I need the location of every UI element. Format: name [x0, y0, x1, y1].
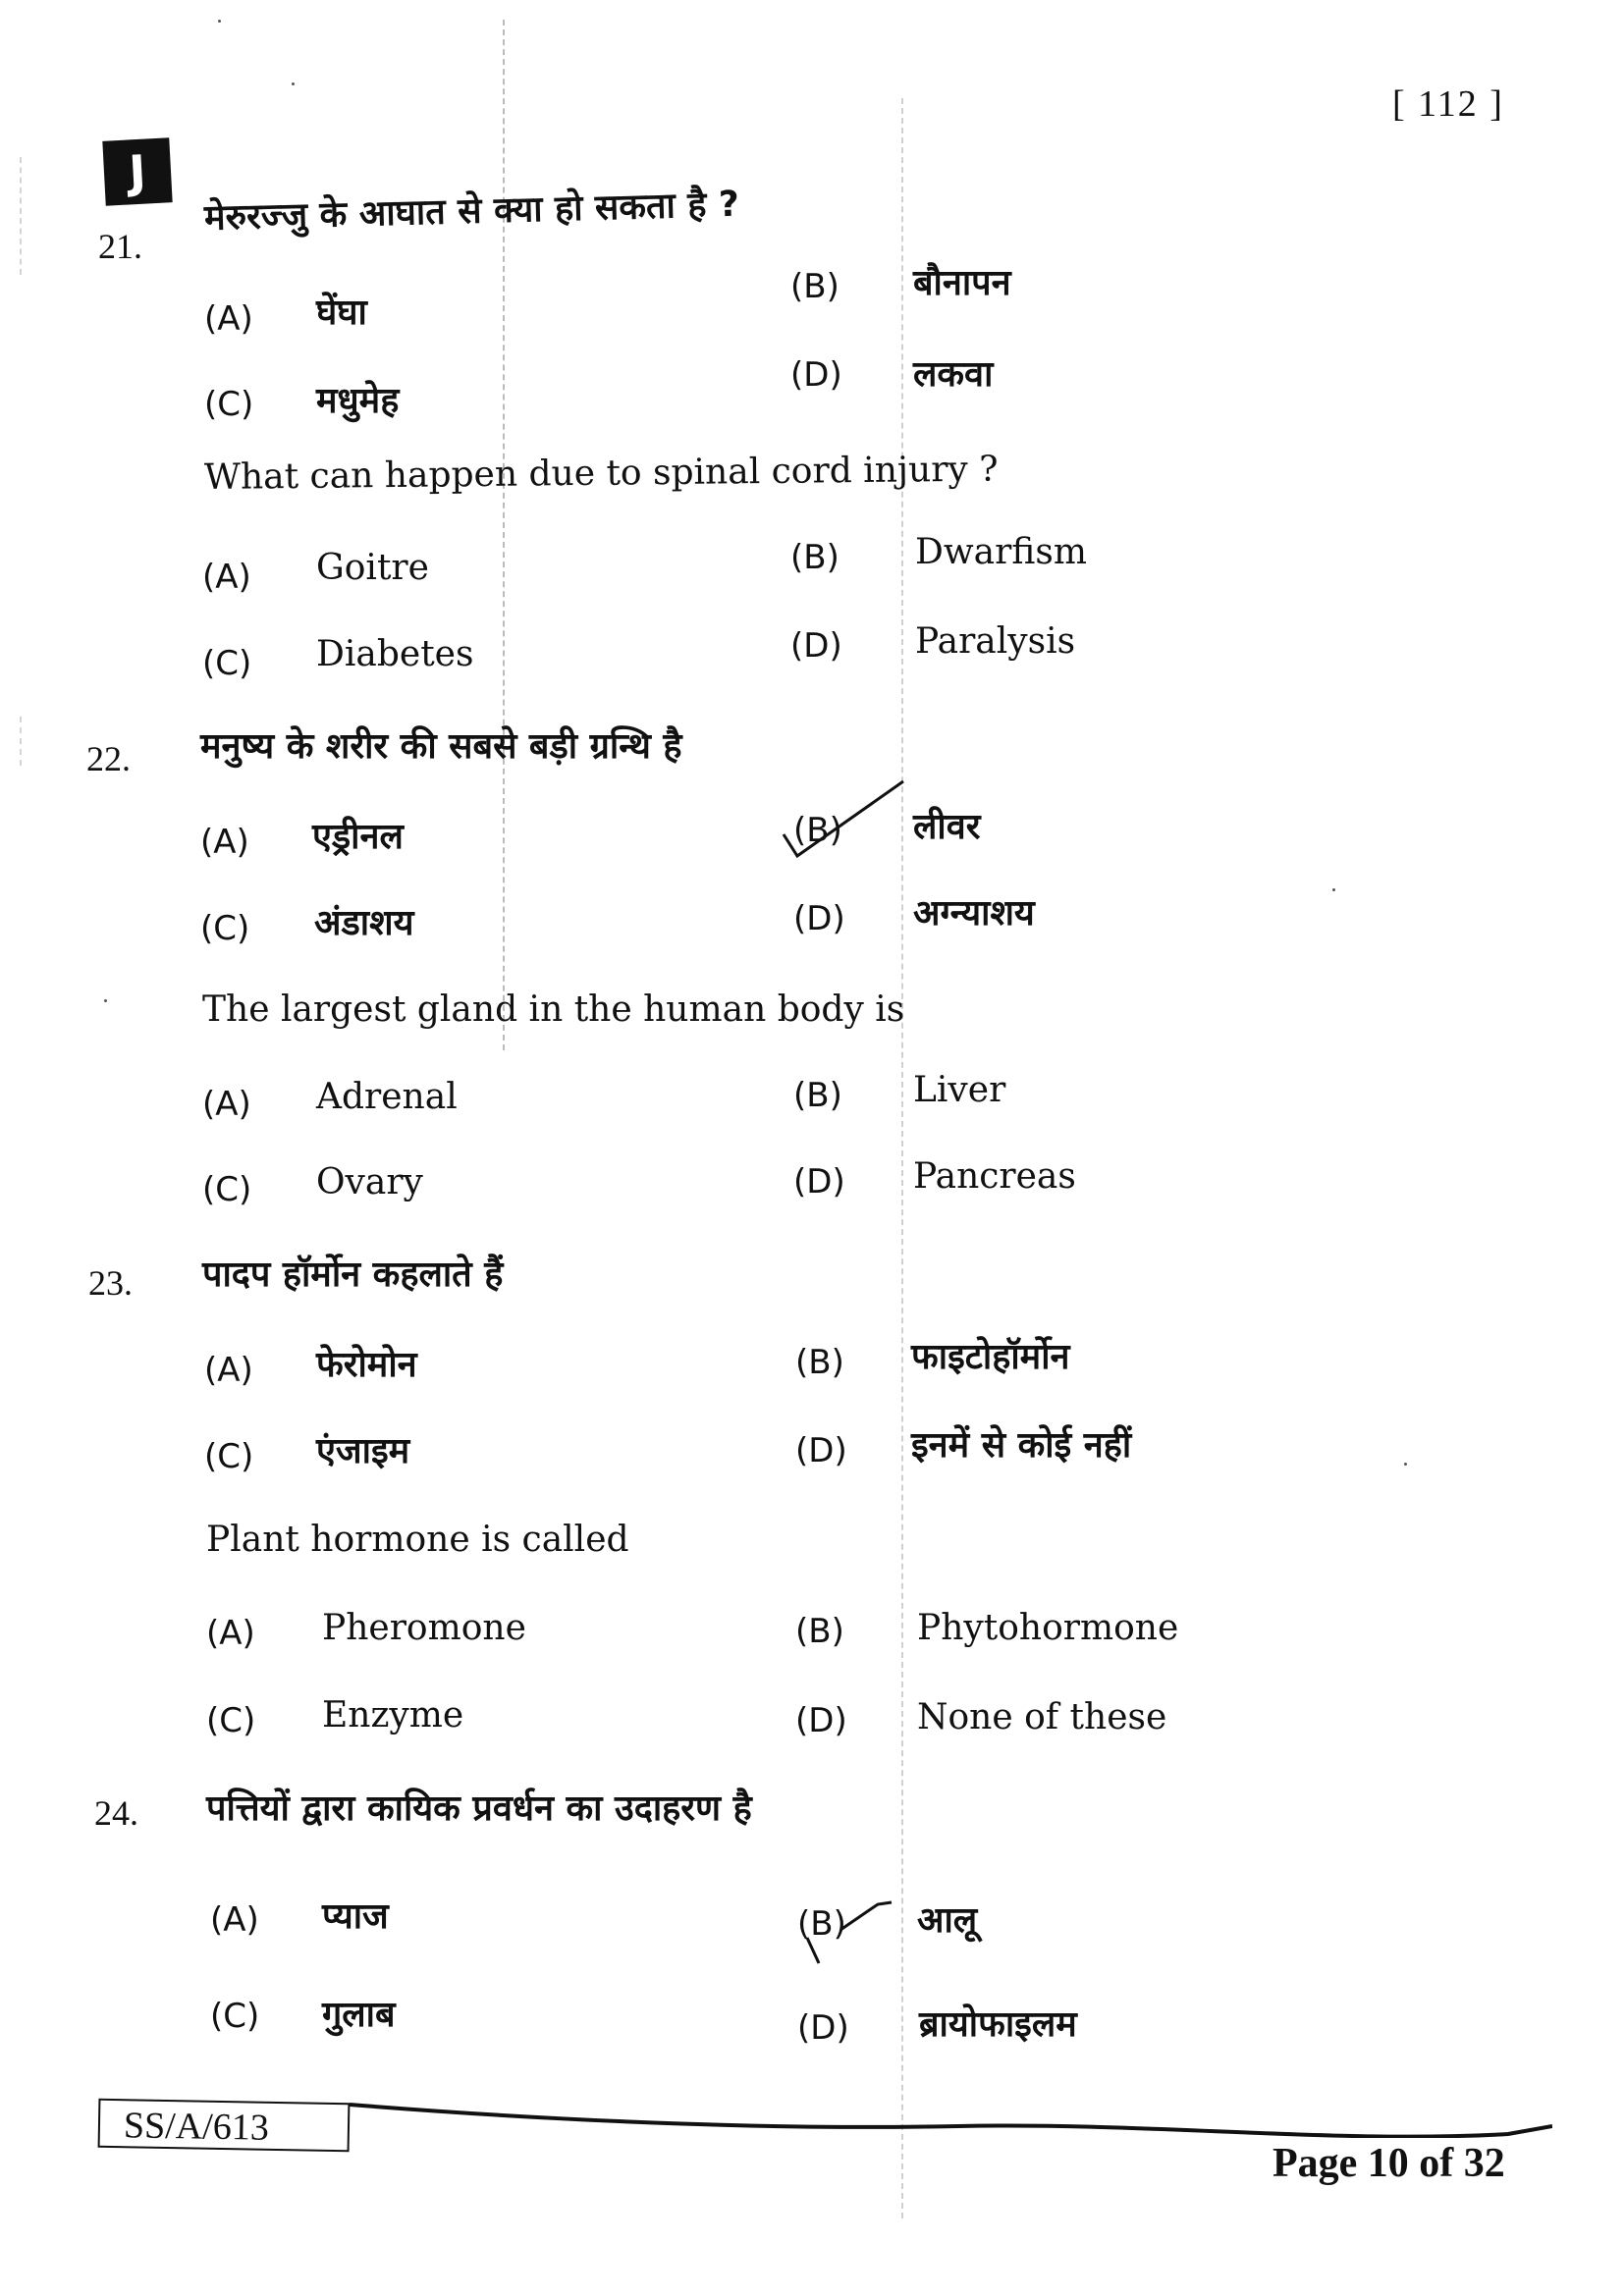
option-text[interactable]: Goitre — [316, 548, 429, 588]
question-stem-hindi: पादप हॉर्मोन कहलाते हैं — [202, 1255, 504, 1295]
option-text[interactable]: Liver — [913, 1070, 1006, 1110]
option-label: (B) — [795, 1612, 844, 1651]
option-label: (D) — [790, 626, 842, 666]
option-label: (B) — [795, 1343, 844, 1382]
page-code: [ 112 ] — [1392, 83, 1504, 125]
option-text[interactable]: None of these — [917, 1697, 1167, 1737]
option-label: (A) — [202, 1085, 251, 1124]
option-text[interactable]: Adrenal — [316, 1077, 458, 1117]
option-label: (A) — [202, 558, 251, 597]
fold-line-left-edge — [20, 157, 22, 275]
paper-code-box: SS/A/613 — [98, 2099, 351, 2152]
scan-speck — [1332, 888, 1335, 891]
option-label: (C) — [202, 1170, 252, 1209]
option-label: (D) — [790, 355, 842, 395]
page-number: Page 10 of 32 — [1272, 2141, 1505, 2186]
footer-rule — [350, 2091, 1552, 2138]
option-text[interactable]: अग्न्याशय — [913, 893, 1035, 934]
fold-line-left-edge-2 — [20, 717, 22, 766]
option-text[interactable]: Diabetes — [316, 634, 474, 674]
option-text[interactable]: Pheromone — [322, 1608, 526, 1648]
option-text[interactable]: लकवा — [913, 354, 994, 395]
option-label: (C) — [206, 1701, 256, 1740]
option-text[interactable]: एंजाइम — [316, 1431, 410, 1471]
option-text[interactable]: अंडाशय — [314, 903, 414, 943]
question-stem-hindi: मनुष्य के शरीर की सबसे बड़ी ग्रन्थि है — [200, 726, 682, 767]
option-label: (B) — [793, 811, 842, 850]
option-label: (A) — [200, 823, 249, 862]
question-number: 24. — [94, 1793, 138, 1833]
check-mark-icon — [797, 1889, 925, 1967]
option-label: (A) — [206, 1614, 255, 1653]
option-text[interactable]: एड्रीनल — [312, 817, 404, 857]
check-mark-icon — [776, 775, 913, 864]
option-label: (D) — [795, 1431, 847, 1470]
option-label: (D) — [795, 1701, 847, 1740]
option-label: (B) — [790, 267, 839, 306]
scan-speck — [104, 999, 107, 1002]
option-text[interactable]: फाइटोहॉर्मोन — [911, 1337, 1070, 1377]
option-text[interactable]: मधुमेह — [316, 381, 400, 421]
option-label: (C) — [204, 385, 254, 424]
option-label: (B) — [790, 538, 839, 577]
scan-speck — [218, 20, 221, 23]
option-label: (D) — [797, 2008, 849, 2048]
question-number: 23. — [88, 1263, 133, 1303]
option-label: (C) — [204, 1437, 254, 1476]
fold-line-left-col — [503, 20, 505, 1050]
option-text[interactable]: Enzyme — [322, 1695, 464, 1735]
option-label: (A) — [210, 1900, 259, 1940]
option-label: (B) — [793, 1076, 842, 1115]
option-text[interactable]: ब्रायोफाइलम — [919, 2004, 1077, 2045]
option-text[interactable]: प्याज — [322, 1896, 389, 1937]
question-stem-hindi: पत्तियों द्वारा कायिक प्रवर्धन का उदाहरण है — [206, 1789, 752, 1829]
option-label: (C) — [210, 1997, 260, 2036]
question-stem-english: Plant hormone is called — [206, 1520, 629, 1560]
option-label: (C) — [200, 909, 250, 948]
set-label-badge: J — [102, 137, 172, 205]
option-label: (A) — [204, 299, 253, 339]
scan-speck — [1404, 1463, 1407, 1466]
question-stem-english: The largest gland in the human body is — [202, 989, 905, 1030]
option-text[interactable]: घेंघा — [316, 293, 367, 333]
option-text[interactable]: Pancreas — [913, 1156, 1076, 1197]
option-text[interactable]: गुलाब — [322, 1995, 396, 2035]
option-text[interactable]: Paralysis — [915, 621, 1076, 662]
option-text[interactable]: Ovary — [316, 1162, 423, 1202]
option-label: (D) — [793, 1162, 845, 1201]
scan-speck — [292, 82, 295, 85]
option-text[interactable]: लीवर — [913, 807, 981, 847]
question-stem-hindi: मेरुरज्जु के आघात से क्या हो सकता है ? — [203, 184, 740, 239]
option-text[interactable]: Dwarfism — [915, 532, 1087, 572]
option-text[interactable]: फेरोमोन — [316, 1345, 417, 1385]
question-number: 22. — [86, 739, 131, 778]
option-text[interactable]: बौनापन — [913, 263, 1011, 303]
question-stem-english: What can happen due to spinal cord injury ? — [203, 449, 999, 498]
option-label: (B) — [797, 1904, 846, 1944]
option-text[interactable]: आलू — [917, 1900, 978, 1941]
option-label: (A) — [204, 1351, 253, 1390]
question-number: 21. — [98, 227, 142, 266]
option-label: (D) — [793, 899, 845, 938]
option-text[interactable]: Phytohormone — [917, 1608, 1179, 1648]
option-text[interactable]: इनमें से कोई नहीं — [911, 1425, 1132, 1466]
option-label: (C) — [202, 644, 252, 683]
